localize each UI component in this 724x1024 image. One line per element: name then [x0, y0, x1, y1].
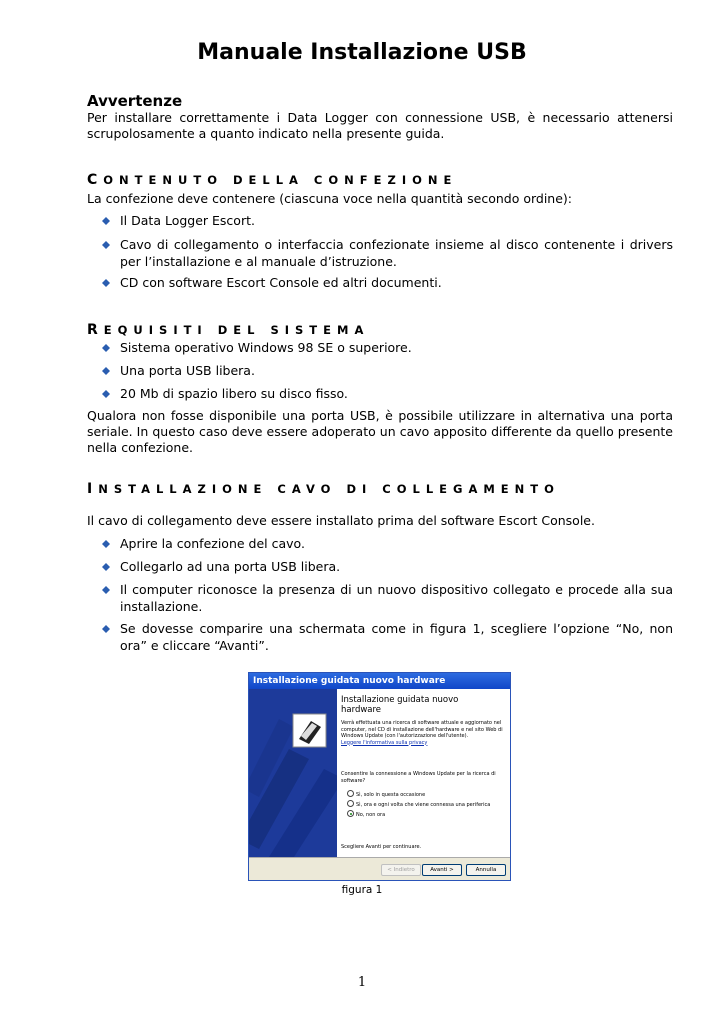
dialog-side-banner — [249, 689, 337, 857]
diamond-bullet-icon — [102, 217, 110, 225]
dialog-text-line: Consentire la connessione a Windows Update per la ricerca di — [341, 771, 496, 777]
list-item — [102, 236, 673, 270]
list-item-text: Sistema operativo Windows 98 SE o superiore. — [120, 340, 412, 355]
installation-intro: Il cavo di collegamento deve essere installato prima del software Escort Console. — [87, 513, 595, 528]
warning-heading: Avvertenze — [87, 92, 183, 110]
dialog-heading-line: hardware — [341, 705, 382, 715]
dialog-question — [341, 771, 506, 784]
requirements-heading-initial: R — [87, 322, 104, 338]
dialog-text-line: software? — [341, 777, 366, 784]
diamond-bullet-icon — [102, 344, 110, 352]
diamond-bullet-icon — [102, 367, 110, 375]
contents-intro: La confezione deve contenere (ciascuna voce nella quantità secondo ordine): — [87, 191, 573, 206]
radio-button-selected[interactable] — [347, 810, 354, 817]
diamond-bullet-icon — [102, 586, 110, 594]
radio-label: Sì, solo in questa occasione — [356, 792, 426, 798]
list-item — [102, 274, 673, 291]
next-button[interactable]: Avanti > — [422, 864, 462, 876]
installation-heading — [87, 481, 560, 497]
radio-button[interactable] — [347, 800, 354, 807]
requirements-heading — [87, 322, 369, 338]
list-item-text: Il computer riconosce la presenza di un nuovo dispositivo collegato e procede alla sua installazione. — [120, 582, 673, 614]
dialog-content — [337, 689, 510, 857]
requirements-note: Qualora non fosse disponibile una porta USB, è possibile utilizzare in alternativa una porta seriale. In questo caso deve essere adoperato un cavo apposito differente da quello presente nella confezione. — [87, 408, 673, 455]
list-item — [102, 339, 673, 356]
list-item-text: CD con software Escort Console ed altri documenti. — [120, 275, 442, 290]
dialog-button-bar — [249, 857, 510, 881]
dialog-description — [341, 720, 506, 746]
diamond-bullet-icon — [102, 563, 110, 571]
radio-option-not-now[interactable] — [347, 810, 385, 819]
list-item-text: Una porta USB libera. — [120, 363, 255, 378]
list-item-text: Se dovesse comparire una schermata come in figura 1, scegliere l’opzione “No, non ora” e cliccare “Avanti”. — [120, 621, 673, 653]
dialog-text-line: computer, nel CD di installazione dell'hardware e nel sito Web di — [341, 726, 503, 733]
diamond-bullet-icon — [102, 390, 110, 398]
dialog-text-line: Verrà effettuata una ricerca di software attuale e aggiornato nel — [341, 720, 502, 726]
list-item — [102, 620, 673, 654]
list-item — [102, 212, 673, 229]
installation-heading-initial: I — [87, 481, 99, 497]
radio-option-once[interactable] — [347, 790, 425, 799]
dialog-heading-line: Installazione guidata nuovo — [341, 695, 459, 705]
dialog-text-line: Windows Update (con l'autorizzazione dell'utente). — [341, 733, 469, 739]
list-item-text: Il Data Logger Escort. — [120, 213, 255, 228]
contents-heading-initial: C — [87, 172, 104, 188]
diamond-bullet-icon — [102, 279, 110, 287]
list-item — [102, 362, 673, 379]
radio-button[interactable] — [347, 790, 354, 797]
dialog-footer-text: Scegliere Avanti per continuare. — [341, 844, 422, 850]
page-number: 1 — [357, 975, 367, 990]
list-item-text: Cavo di collegamento o interfaccia confezionate insieme al disco contenente i drivers per l’installazione e al manuale d’istruzione. — [120, 237, 673, 269]
list-item — [102, 581, 673, 615]
list-item — [102, 535, 673, 552]
contents-heading-rest: ONTENUTO DELLA CONFEZIONE — [103, 173, 458, 187]
wizard-banner-graphic — [249, 689, 337, 857]
figure-caption: figura 1 — [341, 884, 383, 896]
list-item-text: Aprire la confezione del cavo. — [120, 536, 305, 551]
radio-label: No, non ora — [356, 812, 386, 818]
list-item-text: 20 Mb di spazio libero su disco fisso. — [120, 386, 348, 401]
list-item — [102, 385, 673, 402]
radio-option-always[interactable] — [347, 800, 490, 809]
diamond-bullet-icon — [102, 540, 110, 548]
diamond-bullet-icon — [102, 241, 110, 249]
back-button[interactable]: < Indietro — [381, 864, 421, 876]
figure-dialog-screenshot — [248, 672, 511, 881]
privacy-link[interactable]: Leggere l'informativa sulla privacy — [341, 739, 428, 746]
list-item-text: Collegarlo ad una porta USB libera. — [120, 559, 341, 574]
requirements-heading-rest: EQUISITI DEL SISTEMA — [103, 323, 370, 337]
cancel-button[interactable]: Annulla — [466, 864, 506, 876]
installation-heading-rest: NSTALLAZIONE CAVO DI COLLEGAMENTO — [98, 482, 560, 496]
dialog-title-bar: Installazione guidata nuovo hardware — [249, 673, 510, 689]
radio-label: Sì, ora e ogni volta che viene connessa una periferica — [356, 802, 491, 808]
warning-text: Per installare correttamente i Data Logger con connessione USB, è necessario attenersi scrupolosamente a quanto indicato nella presente guida. — [87, 110, 673, 141]
contents-heading — [87, 172, 457, 188]
dialog-heading — [341, 695, 458, 715]
page-title: Manuale Installazione USB — [197, 40, 527, 65]
diamond-bullet-icon — [102, 625, 110, 633]
list-item — [102, 558, 673, 575]
